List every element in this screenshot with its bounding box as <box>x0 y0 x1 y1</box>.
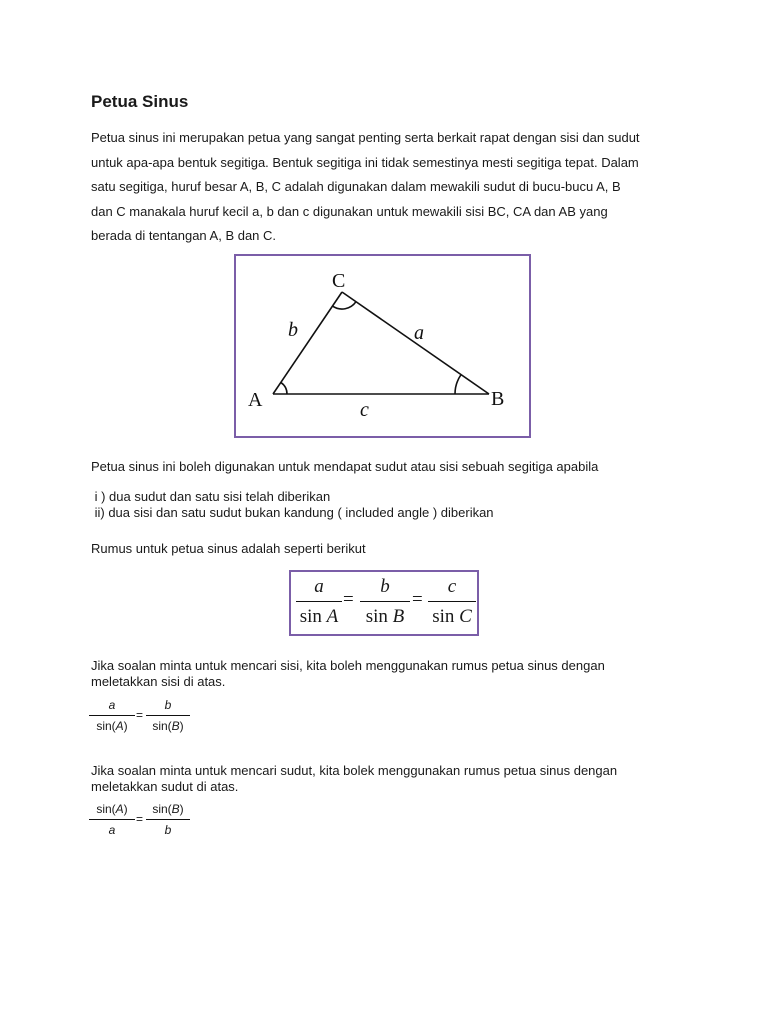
denominator-sin-c: sin C <box>432 606 472 627</box>
equals-sign: = <box>412 589 423 610</box>
angle-a-arc <box>281 382 287 394</box>
fraction-bar <box>89 715 135 716</box>
denominator-sin-a: sin A <box>299 606 339 627</box>
numerator-b: b <box>380 576 390 597</box>
intro-line: satu segitiga, huruf besar A, B, C adalah digunakan dalam mewakili sudut di bucu-bucu A, B <box>91 179 621 194</box>
conditions-list <box>91 489 691 521</box>
angle-c-arc <box>333 302 357 309</box>
side-c-label: c <box>360 399 369 421</box>
vertex-b-label: B <box>491 388 505 410</box>
formula-intro: Rumus untuk petua sinus adalah seperti berikut <box>91 541 366 556</box>
equals-sign: = <box>136 812 144 826</box>
fraction-bar <box>146 819 190 820</box>
angles-line: meletakkan sudut di atas. <box>91 779 239 794</box>
angles-fraction-left <box>89 802 135 838</box>
intro-line: Petua sinus ini merupakan petua yang sangat penting serta berkait rapat dengan sisi dan sudut <box>91 130 640 145</box>
angles-fraction-right <box>146 802 190 838</box>
sides-line: meletakkan sisi di atas. <box>91 674 226 689</box>
denominator-sin-b: sin B <box>365 606 405 627</box>
denominator: a <box>108 823 116 837</box>
intro-line: dan C manakala huruf kecil a, b dan c digunakan untuk mewakili sisi BC, CA dan AB yang <box>91 203 608 219</box>
side-b-label: b <box>288 319 298 341</box>
sine-rule-formula <box>289 570 479 636</box>
numerator-c: c <box>447 576 457 597</box>
side-b-line <box>273 292 342 394</box>
fraction-a <box>293 572 345 634</box>
triangle-figure <box>234 254 531 438</box>
fraction-bar <box>89 819 135 820</box>
angles-text <box>91 763 691 795</box>
angle-b-arc <box>455 375 461 394</box>
vertex-c-label: C <box>332 270 346 292</box>
side-a-label: a <box>414 322 424 344</box>
fraction-c <box>425 572 479 634</box>
denominator: sin(A) <box>96 719 128 733</box>
sides-fraction-right <box>146 698 190 734</box>
page-title: Petua Sinus <box>91 92 189 111</box>
fraction-bar <box>146 715 190 716</box>
intro-line: berada di tentangan A, B dan C. <box>91 228 277 243</box>
sides-fraction-left <box>89 698 135 734</box>
triangle-diagram <box>236 256 529 436</box>
vertex-a-label: A <box>248 389 263 411</box>
sides-text <box>91 658 691 690</box>
condition-item: ii) dua sisi dan satu sudut bukan kandung ( included angle ) diberikan <box>91 505 494 520</box>
numerator: sin(A) <box>96 802 128 816</box>
angles-line: Jika soalan minta untuk mencari sudut, kita bolek menggunakan rumus petua sinus dengan <box>91 763 618 778</box>
intro-line: untuk apa-apa bentuk segitiga. Bentuk segitiga ini tidak semestinya mesti segitiga tepat. Dalam <box>91 154 639 170</box>
usage-text: Petua sinus ini boleh digunakan untuk mendapat sudut atau sisi sebuah segitiga apabila <box>91 459 599 474</box>
equals-sign: = <box>343 589 354 610</box>
numerator: b <box>164 698 172 712</box>
numerator: a <box>108 698 116 712</box>
denominator: sin(B) <box>152 719 184 733</box>
fraction-b <box>357 572 413 634</box>
numerator: sin(B) <box>152 802 184 816</box>
equals-sign: = <box>136 708 144 722</box>
sides-line: Jika soalan minta untuk mencari sisi, kita boleh menggunakan rumus petua sinus dengan <box>91 658 605 673</box>
intro-paragraph <box>91 126 691 249</box>
condition-item: i ) dua sudut dan satu sisi telah diberikan <box>91 489 331 504</box>
denominator: b <box>164 823 172 837</box>
numerator-a: a <box>314 576 324 597</box>
